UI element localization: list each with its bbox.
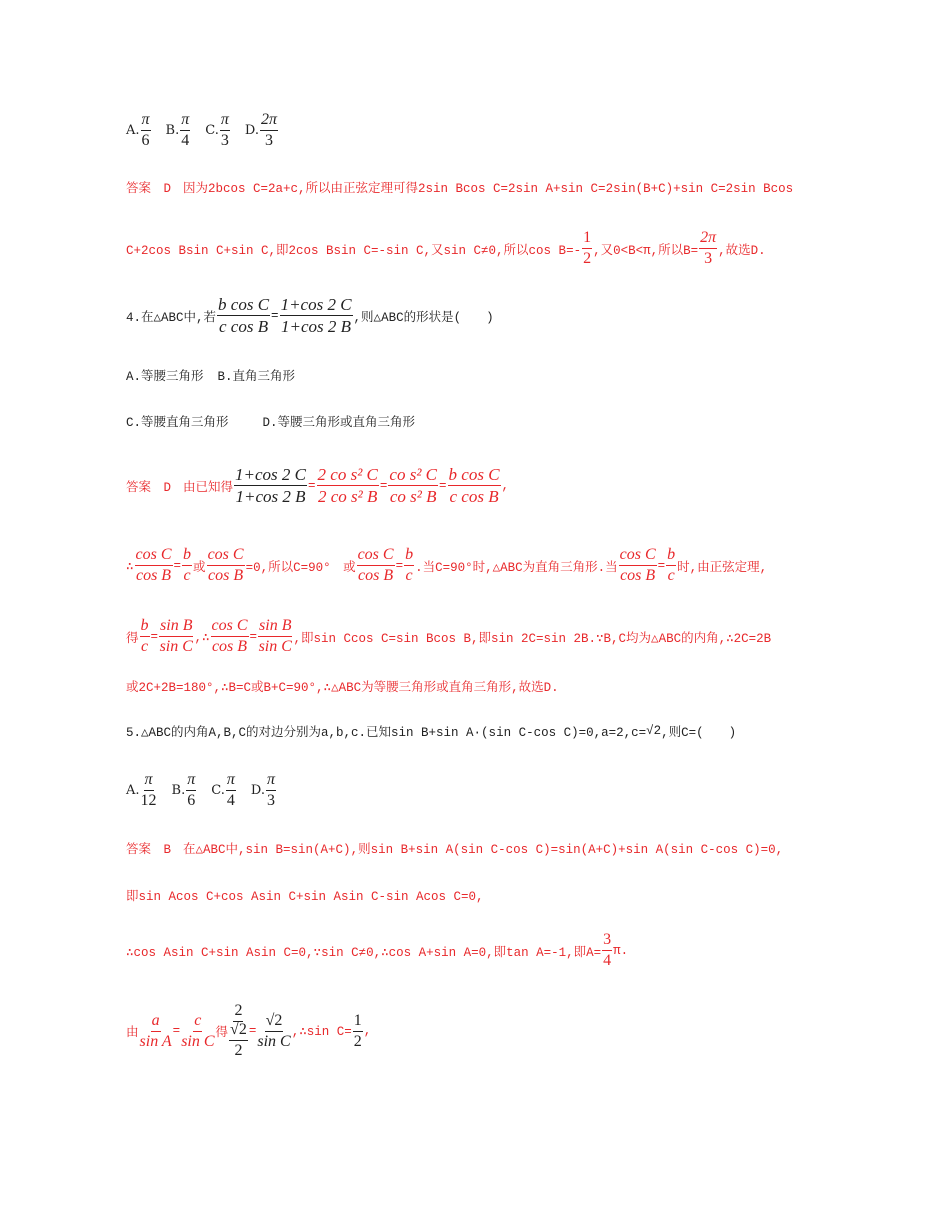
option-d: D.等腰三角形或直角三角形 (262, 416, 416, 430)
question-text: 4.在△ABC中,若 (126, 310, 217, 325)
fraction: $\frac{b}{c}$ (667, 546, 676, 584)
option-b: B. (165, 123, 180, 138)
fraction: $\frac{\text{2 co s² C}}{\text{2 co s² B}}$ (317, 465, 378, 506)
option-a-fraction: $\frac{\pi}{6}$ (141, 111, 150, 149)
equals-sign: = (271, 308, 279, 323)
option-c-fraction: $\frac{\pi}{4}$ (226, 771, 235, 809)
answer-text: ∴cos Asin C+sin Asin C=0,∵sin C≠0,∴cos A+sin A=0,即tan A=-1,即A= (126, 945, 602, 960)
q5-stem (126, 722, 736, 740)
answer-text: 得 (215, 1026, 229, 1040)
fraction: $\frac{\text{co s² C}}{\text{co s² B}}$ (389, 465, 438, 506)
q5-answer-line4: 由 $\frac{a}{\text{sin A}}$ = $\frac{c}{\text{sin C}}$ 得 2 √2 2 = $\frac{√2}{\text{sin C}}$ ,∴sin C= $\frac{1}{2}$ , (126, 1002, 372, 1059)
fraction: $\frac{\text{cos C}}{\text{cos B}}$ (135, 546, 172, 584)
fraction: $\frac{3}{4}$ (603, 931, 612, 969)
fraction: $\frac{√2}{\text{sin C}}$ (257, 1011, 291, 1050)
fraction: $\frac{\text{cos C}}{\text{cos B}}$ (207, 546, 244, 584)
fraction: $\frac{\text{cos C}}{\text{cos B}}$ (619, 546, 656, 584)
answer-text: C+2cos Bsin C+sin C,即2cos Bsin C=-sin C,又sin C≠0,所以cos B=- (126, 243, 582, 258)
option-c: C. (205, 123, 219, 138)
q3-answer-line1 (126, 178, 793, 196)
answer-text: ,∴sin C= (291, 1025, 352, 1039)
option-b: B. (171, 783, 186, 798)
fraction: $\frac{\text{cos C}}{\text{cos B}}$ (357, 546, 394, 584)
answer-text: 或 (193, 560, 206, 575)
answer-text: =0,所以C=90° 或 (245, 560, 356, 575)
option-a-fraction: $\frac{\pi}{12}$ (140, 771, 157, 809)
option-d-fraction: $\frac{2\pi}{3}$ (260, 111, 277, 149)
radical: √2 (646, 724, 662, 738)
q4-options-row1 (126, 366, 295, 384)
answer-text: ∴ (126, 559, 134, 574)
option-d-fraction: $\frac{\pi}{3}$ (266, 771, 275, 809)
question-text: ,则C=( ) (661, 726, 737, 740)
answer-label: 答案 D (126, 182, 172, 196)
q5-options (126, 772, 277, 809)
question-text: 5.△ABC的内角A,B,C的对边分别为a,b,c.已知sin B+sin A·(sin C-cos C)=0,a=2,c= (126, 726, 647, 740)
answer-label: 答案 D (126, 480, 172, 495)
answer-text: 或2C+2B=180°,∴B=C或B+C=90°,∴△ABC为等腰三角形或直角三角形,故选D. (126, 681, 559, 695)
q4-stem (126, 296, 494, 335)
option-a: A.等腰三角形 (126, 370, 204, 384)
q4-answer-line2: ∴ $\frac{\text{cos C}}{\text{cos B}}$ = $\frac{b}{c}$ 或 $\frac{\text{cos C}}{\text{cos B}}$ =0,所以C=90° 或 $\frac{\text{cos C}}{\text{cos B}}$ = $\frac{b}{c}$ .当C=90°时,△ABC为直角三角形.当 $\frac{\text{cos C}}{\text{cos B}}$ = $\frac{b}{c}$ 时,由正弦定理, (126, 546, 768, 584)
answer-text: 因为2bcos C=2a+c,所以由正弦定理可得2sin Bcos C=2sin A+sin C=2sin(B+C)+sin C=2sin Bcos (183, 182, 794, 196)
option-a: A. (126, 123, 140, 138)
q4-answer-line1: 答案 D 由已知得 $\frac{1+\cos 2 C}{1+\cos 2 B}$ = $\frac{\text{2 co s² C}}{\text{2 co s² B}}$ = $\frac{\text{co s² C}}{\text{co s² B}}$ = $\frac{\text{b cos C}}{\text{c cos B}}$ , (126, 465, 510, 506)
q3-options (126, 112, 279, 149)
fraction: $\frac{1+\cos 2 C}{1+\cos 2 B}$ (235, 465, 307, 506)
fraction: $\frac{\text{cos C}}{\text{cos B}}$ (211, 617, 248, 655)
option-b-fraction: $\frac{\pi}{6}$ (187, 771, 196, 809)
fraction: $\frac{\text{sin B}}{\text{sin C}}$ (159, 617, 193, 655)
fraction: $\frac{b}{c}$ (183, 546, 192, 584)
option-d: D. (250, 783, 265, 798)
fraction: $\frac{b}{c}$ (405, 546, 414, 584)
option-d: D. (244, 123, 259, 138)
answer-text: ,即sin Ccos C=sin Bcos B,即sin 2C=sin 2B.∵B,C均为△ABC的内角,∴2C=2B (293, 631, 772, 646)
option-c-fraction: $\frac{\pi}{3}$ (220, 111, 229, 149)
fraction: $\frac{\text{b cos C}}{\text{c cos B}}$ (448, 465, 500, 506)
option-b: B.直角三角形 (217, 370, 296, 384)
q5-answer-line2 (126, 886, 484, 904)
answer-label: 答案 B (126, 843, 172, 857)
answer-text: ,又0<B<π,所以B= (593, 243, 699, 258)
option-a: A. (126, 783, 140, 798)
fraction: $\frac{\text{b cos C}}{\text{c cos B}}$ (218, 295, 270, 336)
q4-options-row2 (126, 412, 415, 430)
fraction: $\frac{c}{\text{sin C}}$ (181, 1011, 215, 1050)
answer-text: 在△ABC中,sin B=sin(A+C),则sin B+sin A(sin C-cos C)=sin(A+C)+sin A(sin C-cos C)=0, (183, 843, 784, 857)
answer-text: ,∴ (194, 630, 210, 645)
q4-answer-line4 (126, 677, 559, 695)
answer-text: 即sin Acos C+cos Asin C+sin Asin C-sin Acos C=0, (126, 890, 484, 904)
answer-text: , (501, 478, 510, 493)
fraction: $\frac{1}{2}$ (583, 229, 592, 267)
answer-text: π. (613, 943, 629, 958)
answer-text: .当C=90°时,△ABC为直角三角形.当 (415, 560, 618, 575)
fraction: $\frac{2\pi}{3}$ (700, 229, 717, 267)
compound-fraction: 2 √2 2 (230, 1002, 247, 1059)
fraction: $\frac{b}{c}$ (140, 617, 149, 655)
q5-answer-line1 (126, 839, 783, 857)
fraction: $\frac{\text{sin B}}{\text{sin C}}$ (258, 617, 292, 655)
answer-text: , (363, 1024, 372, 1038)
fraction: $\frac{1+\cos 2 C}{1+\cos 2 B}$ (280, 295, 352, 336)
option-c: C. (211, 783, 225, 798)
q4-answer-line3: 得 $\frac{b}{c}$ = $\frac{\text{sin B}}{\text{sin C}}$ ,∴ $\frac{\text{cos C}}{\text{cos B}}$ = $\frac{\text{sin B}}{\text{sin C}}$ ,即sin Ccos C=sin Bcos B,即sin 2C=sin 2B.∵B,C均为△ABC的内角,∴2C=2B (126, 617, 772, 655)
q3-answer-line2 (126, 230, 766, 267)
option-b-fraction: $\frac{\pi}{4}$ (181, 111, 190, 149)
answer-text: 由 (126, 1026, 139, 1040)
fraction: $\frac{1}{2}$ (353, 1011, 362, 1050)
answer-text: 由已知得 (183, 480, 234, 495)
answer-text: 时,由正弦定理, (677, 560, 768, 575)
fraction: $\frac{a}{\text{sin A}}$ (139, 1011, 172, 1050)
q5-answer-line3 (126, 932, 628, 969)
answer-text: ,故选D. (718, 243, 766, 258)
answer-text: 得 (126, 631, 139, 646)
question-text: ,则△ABC的形状是( ) (353, 310, 494, 325)
option-c: C.等腰直角三角形 (126, 416, 229, 430)
